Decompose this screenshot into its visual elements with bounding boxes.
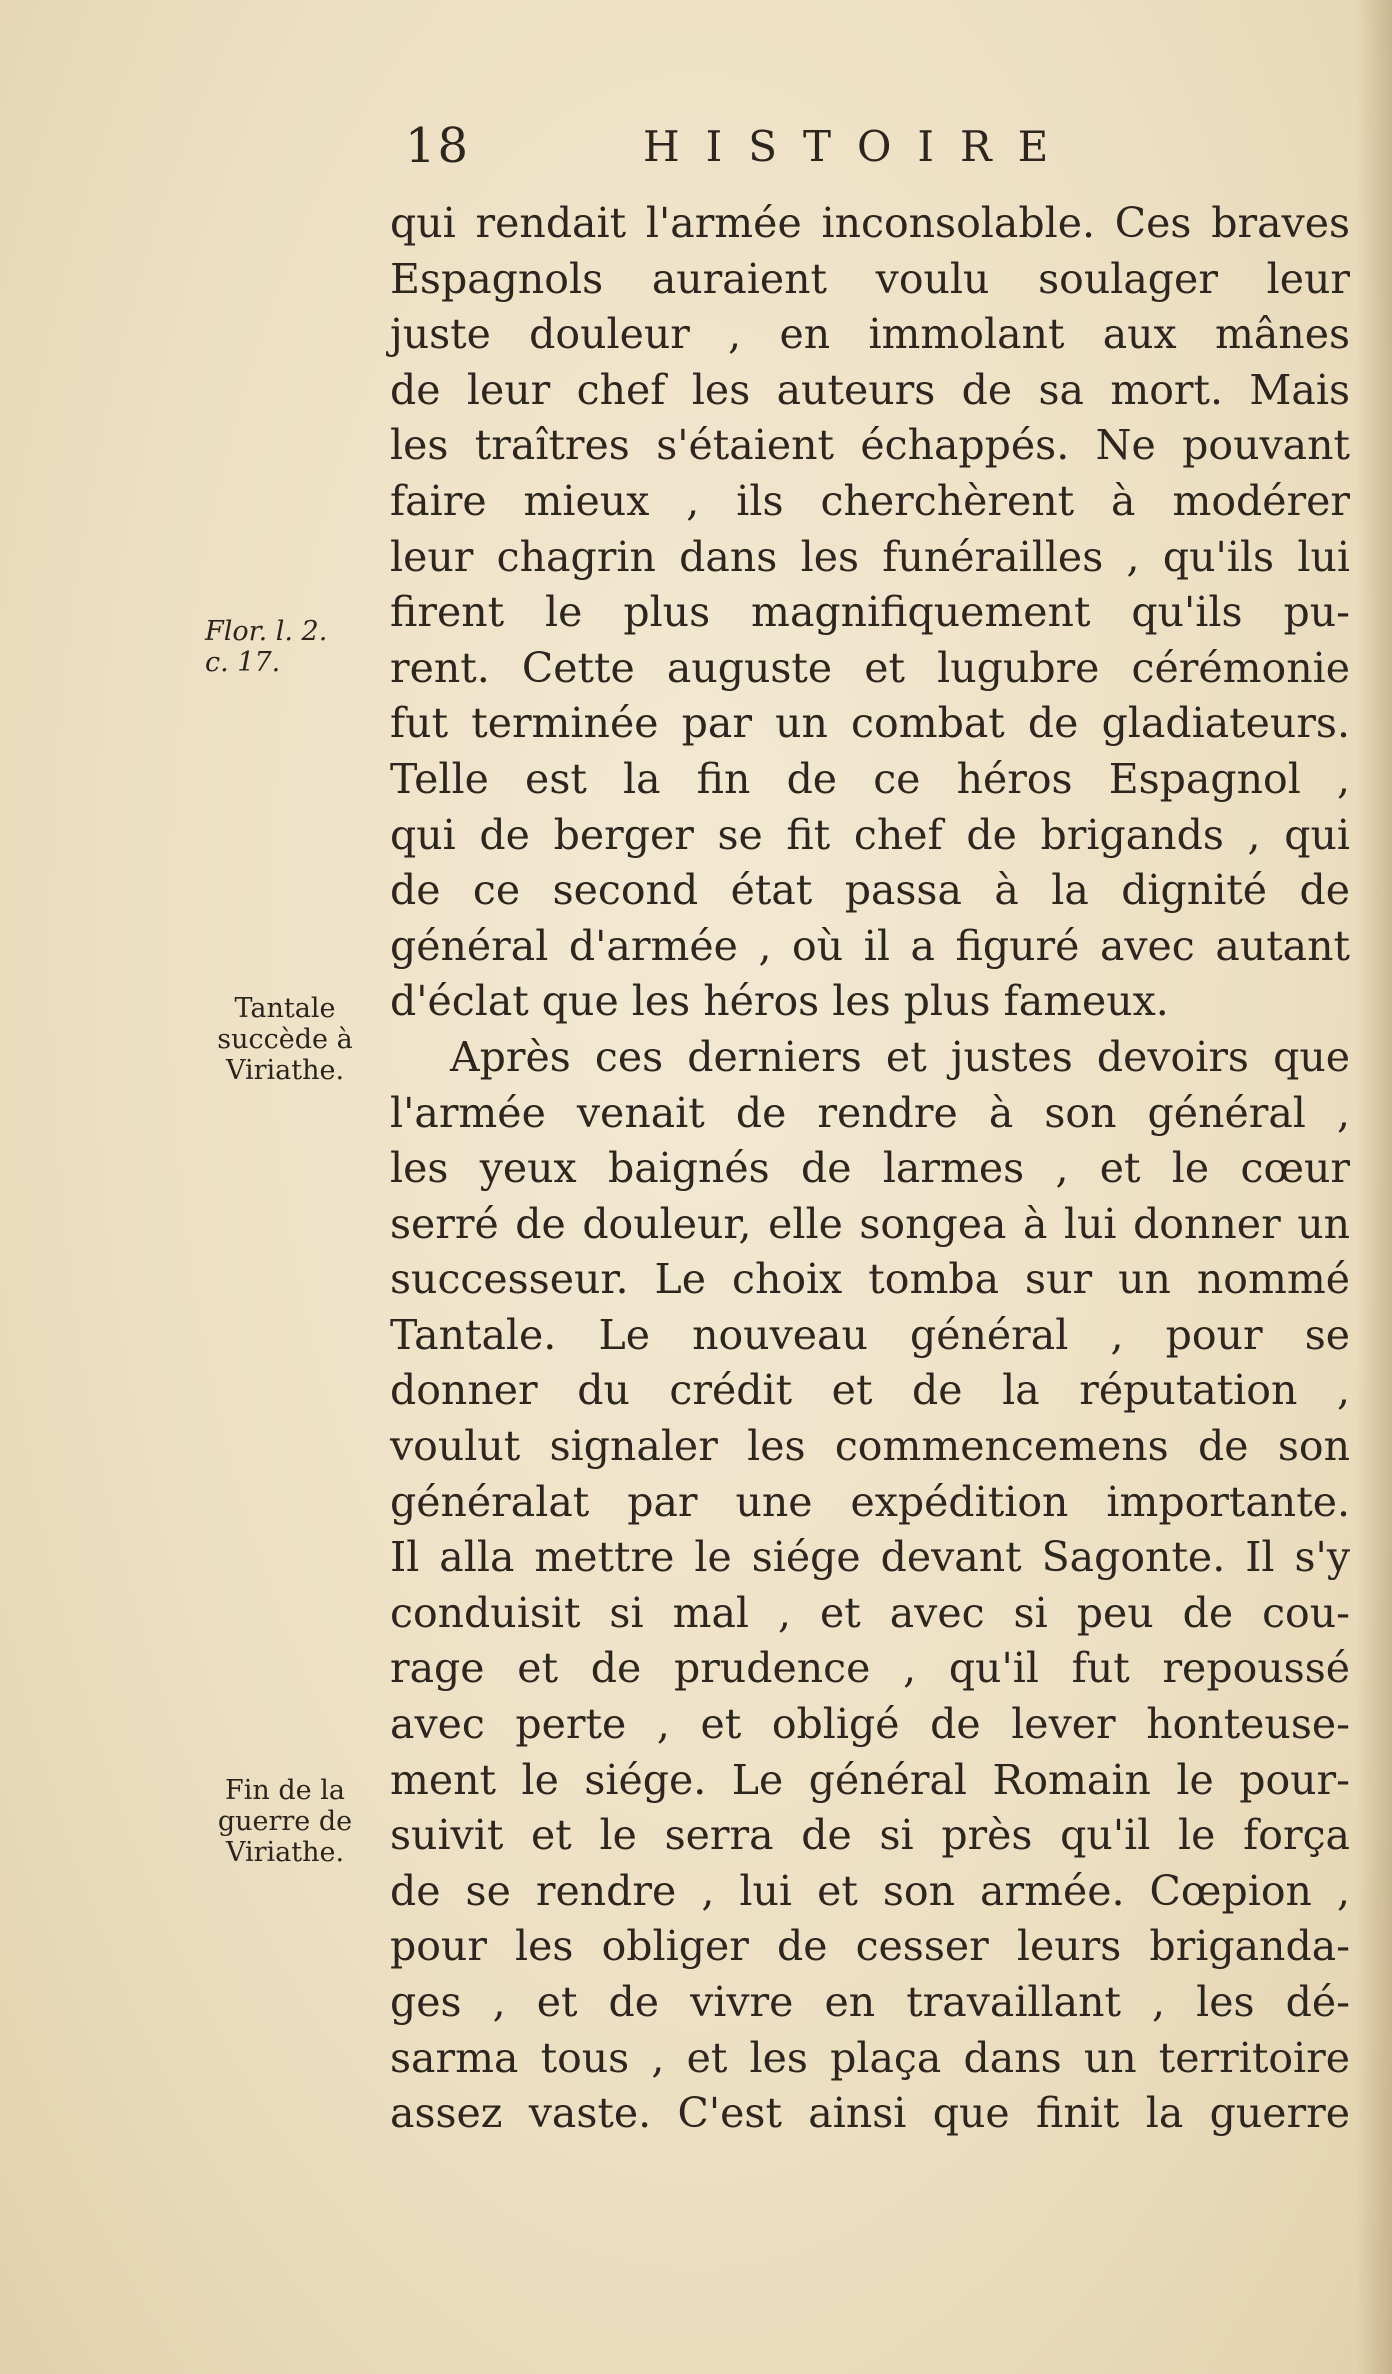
text-line: firent le plus magnifiquement qu'ils pu-: [390, 588, 1350, 637]
text-line: serré de douleur, elle songea à lui donner un: [390, 1199, 1350, 1248]
text-line: qui de berger se fit chef de brigands , qui: [390, 810, 1350, 859]
margin-note-line: succède à: [217, 1024, 353, 1055]
text-line: rent. Cette auguste et lugubre cérémonie: [390, 643, 1350, 692]
text-line: qui rendait l'armée inconsolable. Ces braves: [390, 199, 1350, 247]
text-line: Après ces derniers et justes devoirs que: [450, 1032, 1350, 1081]
margin-note-line: Tantale: [234, 993, 336, 1024]
text-line: de se rendre , lui et son armée. Cœpion ,: [390, 1866, 1350, 1915]
margin-note-line: Flor. l. 2.: [205, 616, 328, 647]
text-line: faire mieux , ils cherchèrent à modérer: [390, 476, 1350, 525]
margin-note-flor: [205, 616, 385, 678]
page-edge-shadow: [1356, 0, 1392, 2374]
text-line: sarma tous , et les plaça dans un territoire: [390, 2033, 1350, 2082]
text-line: donner du crédit et de la réputation ,: [390, 1366, 1350, 1415]
text-line: juste douleur , en immolant aux mânes: [390, 310, 1350, 359]
margin-note-line: guerre de: [217, 1806, 353, 1837]
text-line: Espagnols auraient voulu soulager leur: [390, 254, 1350, 303]
text-line: conduisit si mal , et avec si peu de cou-: [390, 1588, 1350, 1637]
text-line: l'armée venait de rendre à son général ,: [390, 1088, 1350, 1137]
text-line: fut terminée par un combat de gladiateurs.: [390, 699, 1350, 748]
text-line: assez vaste. C'est ainsi que finit la guerre: [390, 2089, 1350, 2138]
text-line: les yeux baignés de larmes , et le cœur: [390, 1144, 1350, 1193]
text-line: de ce second état passa à la dignité de: [390, 866, 1350, 915]
text-line: pour les obliger de cesser leurs briganda-: [390, 1922, 1350, 1971]
text-line: généralat par une expédition importante.: [390, 1477, 1350, 1526]
text-line: Il alla mettre le siége devant Sagonte. Il s'y: [390, 1533, 1350, 1582]
text-line: suivit et le serra de si près qu'il le força: [390, 1811, 1350, 1860]
text-line: général d'armée , où il a figuré avec autant: [390, 921, 1350, 970]
text-line: leur chagrin dans les funérailles , qu'ils lui: [390, 532, 1350, 581]
running-title: HISTOIRE: [643, 122, 1075, 171]
text-line: voulut signaler les commencemens de son: [390, 1422, 1350, 1471]
margin-note-fin: [190, 1775, 380, 1868]
text-line: de leur chef les auteurs de sa mort. Mais: [390, 365, 1350, 414]
page-header: [405, 118, 1085, 188]
text-line: rage et de prudence , qu'il fut repoussé: [390, 1644, 1350, 1693]
text-line: les traîtres s'étaient échappés. Ne pouvant: [390, 421, 1350, 470]
text-line: successeur. Le choix tomba sur un nommé: [390, 1255, 1350, 1304]
text-line: d'éclat que les héros les plus fameux.: [390, 977, 1169, 1026]
text-line: ment le siége. Le général Romain le pour-: [390, 1755, 1350, 1804]
body-text: [390, 196, 1350, 2142]
margin-note-tantale: [190, 993, 380, 1086]
margin-note-line: Viriathe.: [225, 1055, 345, 1086]
margin-note-line: Viriathe.: [225, 1837, 345, 1868]
text-line: Telle est la fin de ce héros Espagnol ,: [390, 754, 1350, 803]
margin-note-line: c. 17.: [205, 647, 281, 678]
text-line: ges , et de vivre en travaillant , les dé-: [390, 1978, 1350, 2026]
text-line: avec perte , et obligé de lever honteuse-: [390, 1700, 1350, 1749]
text-line: Tantale. Le nouveau général , pour se: [390, 1310, 1350, 1359]
page-number: 18: [405, 118, 471, 174]
margin-note-line: Fin de la: [225, 1775, 345, 1806]
